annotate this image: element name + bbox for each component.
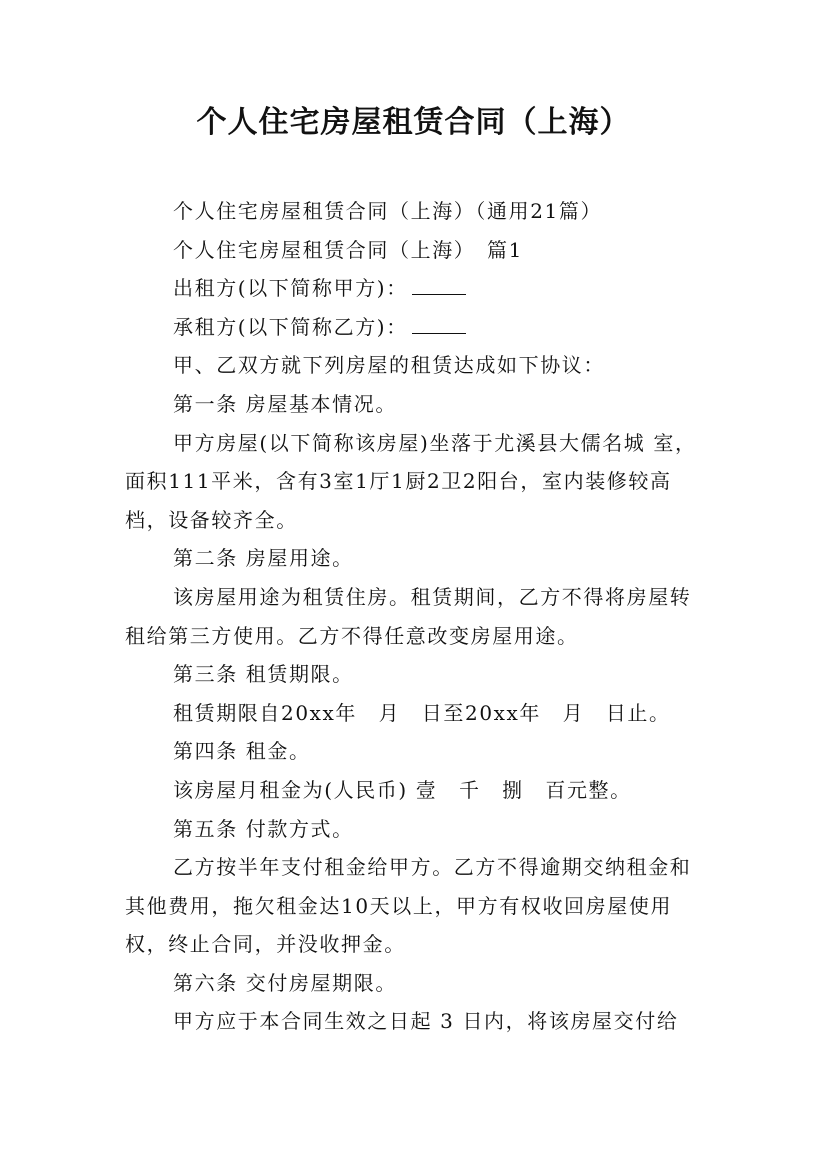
document-body	[125, 192, 705, 1041]
clause-2-heading: 第二条 房屋用途。	[173, 546, 354, 571]
clause-3-heading: 第三条 租赁期限。	[173, 662, 354, 687]
clause-1-heading: 第一条 房屋基本情况。	[173, 391, 397, 416]
lessor-label: 出租方(以下简称甲方)：	[173, 276, 408, 301]
paragraph-lessor	[125, 269, 705, 308]
clause-4-heading: 第四条 租金。	[173, 739, 311, 764]
clause-6-heading: 第六条 交付房屋期限。	[173, 970, 397, 995]
lessor-blank-line	[412, 276, 466, 295]
lessee-label: 承租方(以下简称乙方)：	[173, 314, 408, 339]
paragraph-subtitle: 个人住宅房屋租赁合同（上海）（通用21篇）	[173, 199, 603, 223]
clause-1-body: 甲方房屋(以下简称该房屋)坐落于尤溪县大儒名城 室，面积111平米，含有3室1厅1厨2卫2阳台，室内装修较高档，设备较齐全。	[125, 430, 697, 532]
clause-5-body: 乙方按半年支付租金给甲方。乙方不得逾期交纳租金和其他费用，拖欠租金达10天以上，甲方有权收回房屋使用权，终止合同，并没收押金。	[125, 855, 692, 957]
clause-2-body: 该房屋用途为租赁住房。租赁期间，乙方不得将房屋转租给第三方使用。乙方不得任意改变房屋用途。	[125, 584, 692, 648]
paragraph-lessee	[125, 308, 705, 347]
document-title: 个人住宅房屋租赁合同（上海）	[196, 105, 631, 140]
clause-6-body: 甲方应于本合同生效之日起 3 日内，将该房屋交付给	[173, 1009, 679, 1034]
clause-5-heading: 第五条 付款方式。	[173, 816, 354, 841]
paragraph-article-heading: 个人住宅房屋租赁合同（上海） 篇1	[173, 237, 523, 262]
clause-4-body: 该房屋月租金为(人民币) 壹 千 捌 百元整。	[173, 777, 632, 802]
paragraph-agreement-intro: 甲、乙双方就下列房屋的租赁达成如下协议：	[173, 353, 605, 378]
lessee-blank-line	[412, 315, 466, 334]
clause-3-body: 租赁期限自20xx年 月 日至20xx年 月 日止。	[173, 700, 671, 725]
